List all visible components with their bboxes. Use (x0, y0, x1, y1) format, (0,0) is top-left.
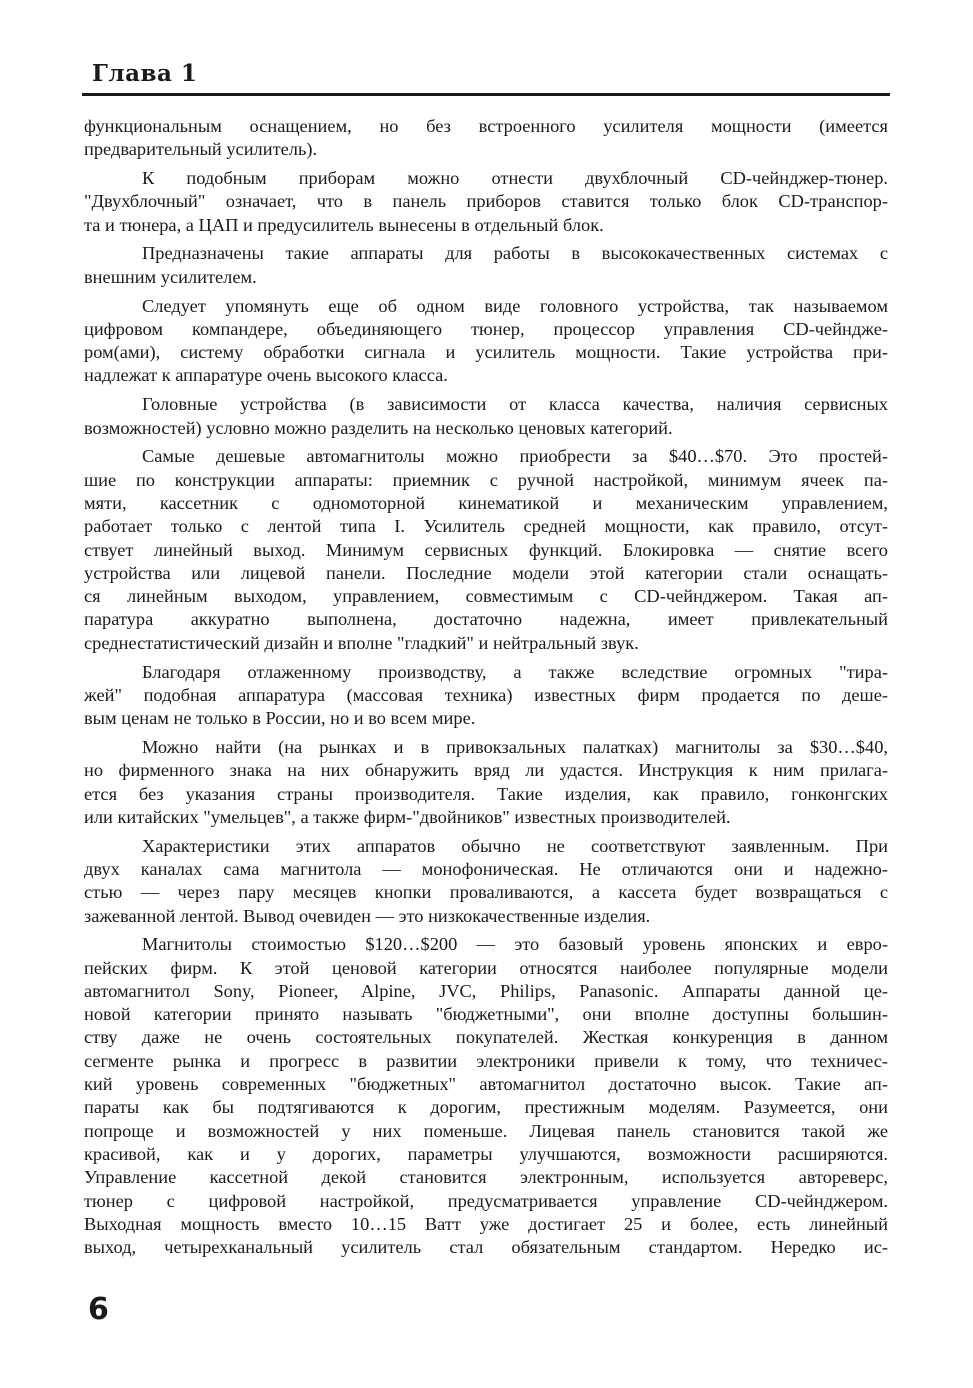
text-line: новой категории принято называть "бюджетными", они вполне доступны большин- (84, 1004, 888, 1025)
text-line: зажеванной лентой. Вывод очевиден — это низкокачественные изделия. (84, 905, 651, 926)
text-line: параты как бы подтягиваются к дорогим, престижным моделям. Разумеется, они (84, 1097, 888, 1118)
text-line: жей" подобная аппаратура (массовая техника) известных фирм продается по деше- (84, 684, 888, 705)
text-line: шие по конструкции аппараты: приемник с ручной настройкой, минимум ячеек па- (84, 469, 888, 490)
text-line: Можно найти (на рынках и в привокзальных палатках) магнитолы за $30…$40, (142, 736, 888, 757)
text-line: вым ценам не только в России, но и во всем мире. (84, 708, 476, 729)
text-line: паратура аккуратно выполнена, достаточно надежна, имеет привлекательный (84, 609, 888, 630)
text-line: но фирменного знака на них обнаружить вряд ли удастся. Инструкция к ним прилага- (84, 760, 888, 781)
text-line: пейских фирм. К этой ценовой категории относятся наиболее популярные модели (84, 957, 888, 978)
body-text (84, 115, 888, 1265)
text-line: возможностей) условно можно разделить на несколько ценовых категорий. (84, 417, 673, 438)
paragraph (84, 835, 888, 928)
text-line: Предназначены такие аппараты для работы в высококачественных системах с (142, 243, 888, 264)
text-line: Головные устройства (в зависимости от класса качества, наличия сервисных (142, 394, 888, 415)
text-line: красивой, как и у дорогих, параметры улучшаются, возможности расширяются. (84, 1143, 888, 1164)
text-line: цифровом компандере, объединяющего тюнер, процессор управления CD-чейндже- (84, 318, 888, 339)
paragraph (84, 933, 888, 1259)
text-line: ствует линейный выход. Минимум сервисных функций. Блокировка — снятие всего (84, 539, 888, 560)
paragraph (84, 393, 888, 440)
paragraph (84, 242, 888, 289)
text-line: среднестатистический дизайн и вполне "гладкий" и нейтральный звук. (84, 632, 639, 653)
text-line: кий уровень современных "бюджетных" автомагнитол достаточно высок. Такие ап- (84, 1074, 888, 1095)
text-line: попроще и возможностей у них поменьше. Лицевая панель становится такой же (84, 1120, 888, 1141)
text-line: Характеристики этих аппаратов обычно не соответствуют заявленным. При (142, 835, 888, 856)
text-line: ся линейным выходом, управлением, совместимым с CD-чейнджером. Такая ап- (84, 586, 888, 607)
paragraph (84, 295, 888, 388)
text-line: мяти, кассетник с одномоторной кинематикой и механическим управлением, (84, 492, 888, 513)
text-line: Магнитолы стоимостью $120…$200 — это базовый уровень японских и евро- (142, 934, 888, 955)
paragraph (84, 445, 888, 655)
text-line: или китайских "умельцев", а также фирм-"двойников" известных производителей. (84, 806, 731, 827)
text-line: работает только с лентой типа I. Усилитель средней мощности, как правило, отсут- (84, 516, 888, 537)
paragraph (84, 167, 888, 237)
text-line: автомагнитол Sony, Pioneer, Alpine, JVC, Philips, Panasonic. Аппараты данной це- (84, 980, 888, 1001)
text-line: та и тюнера, а ЦАП и предусилитель вынесены в отдельный блок. (84, 214, 604, 235)
header-rule (82, 93, 890, 96)
text-line: ром(ами), систему обработки сигнала и усилитель мощности. Такие устройства при- (84, 342, 888, 363)
paragraph (84, 661, 888, 731)
text-line: устройства или лицевой панели. Последние модели этой категории стали оснащать- (84, 562, 888, 583)
chapter-heading: Глава 1 (92, 60, 198, 87)
paragraph (84, 736, 888, 829)
text-line: функциональным оснащением, но без встроенного усилителя мощности (имеется (84, 116, 888, 136)
text-line: ется без указания страны производителя. Такие изделия, как правило, гонконгских (84, 783, 888, 804)
text-line: Самые дешевые автомагнитолы можно приобрести за $40…$70. Это простей- (142, 446, 888, 467)
text-line: внешним усилителем. (84, 266, 257, 287)
text-line: "Двухблочный" означает, что в панель приборов ставится только блок CD-транспор- (84, 191, 888, 212)
text-line: предварительный усилитель). (84, 139, 318, 160)
text-line: тюнер с цифровой настройкой, предусматривается управление CD-чейнджером. (84, 1190, 888, 1211)
text-line: стью — через пару месяцев кнопки проваливаются, а кассета будет возвращаться с (84, 882, 888, 903)
text-line: сегменте рынка и прогресс в развитии электроники привели к тому, что техничес- (84, 1050, 888, 1071)
text-line: надлежат к аппаратуре очень высокого класса. (84, 365, 448, 386)
text-line: Управление кассетной декой становится электронным, используется автореверс, (84, 1167, 888, 1188)
text-line: Следует упомянуть еще об одном виде головного устройства, так называемом (142, 295, 888, 316)
text-line: двух каналах сама магнитола — монофоническая. Не отличаются они и надежно- (84, 858, 888, 879)
text-line: ству даже не очень состоятельных покупателей. Жесткая конкуренция в данном (84, 1027, 888, 1048)
page-number: 6 (88, 1292, 109, 1327)
text-line: Выходная мощность вместо 10…15 Ватт уже достигает 25 и более, есть линейный (84, 1213, 888, 1234)
text-line: Благодаря отлаженному производству, а также вследствие огромных "тира- (142, 661, 888, 682)
paragraph (84, 115, 888, 162)
text-line: выход, четырехканальный усилитель стал обязательным стандартом. Нередко ис- (84, 1237, 888, 1258)
text-line: К подобным приборам можно отнести двухблочный CD-чейнджер-тюнер. (142, 168, 888, 189)
